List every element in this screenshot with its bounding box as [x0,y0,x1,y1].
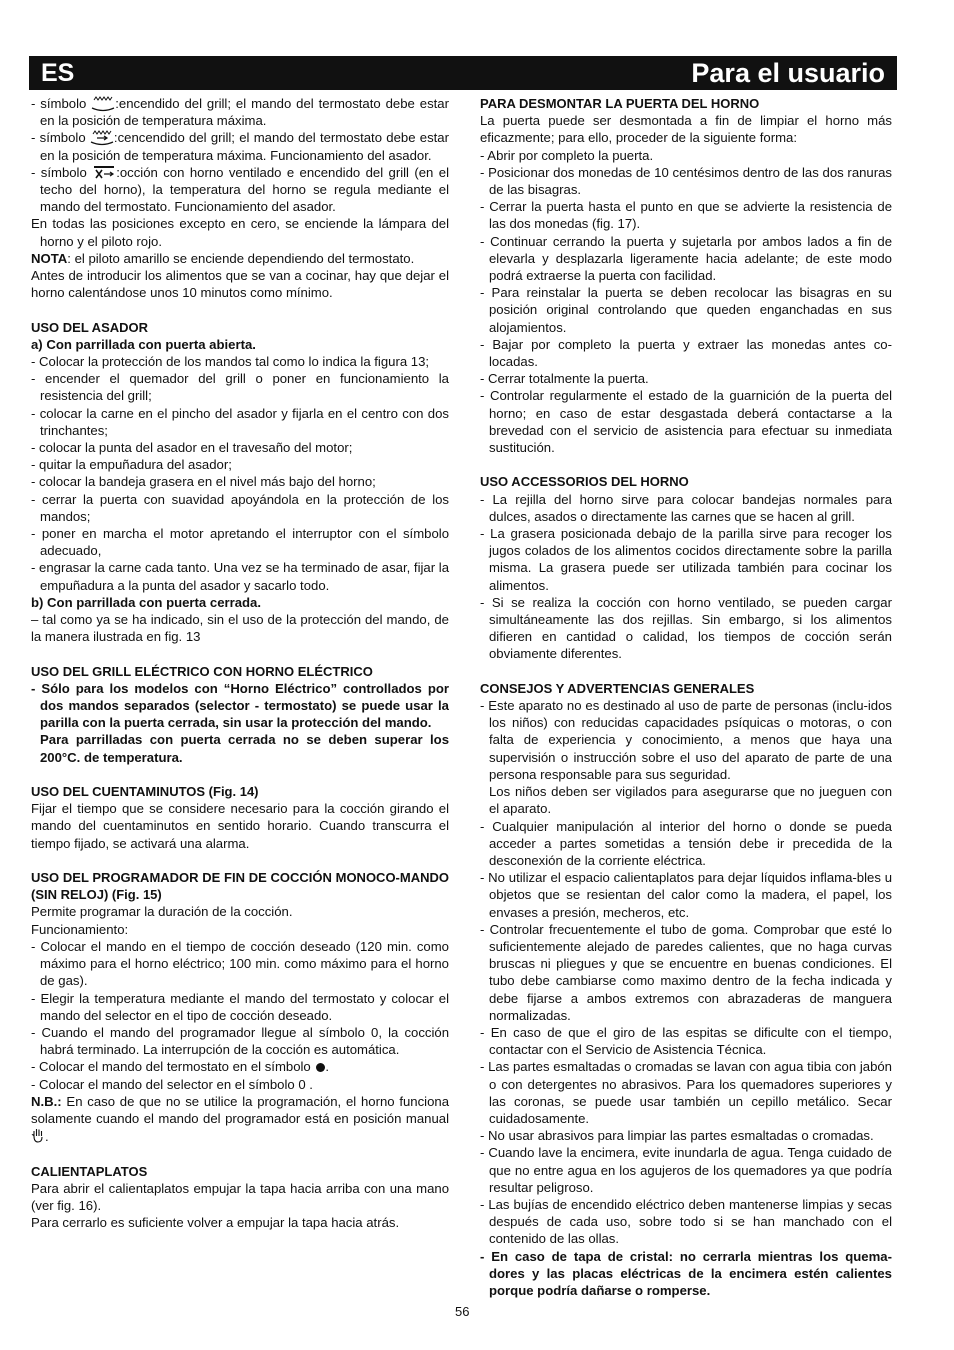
list-item: - engrasar la carne cada tanto. Una vez se ha terminado de asar, fijar la empuñadura a la punta del asador y sacarlo todo. [31,560,449,593]
section-heading-programmer: USO DEL PROGRAMADOR DE FIN DE COCCIÓN MONOCO-MANDO (SIN RELOJ) (Fig. 15) [31,870,449,903]
grill-symbol-item: - símbolo :encendido del grill; el mando del termostato debe estar en la posición de temperatura máxima. [31,96,449,129]
list-item: - quitar la empuñadura del asador; [31,457,232,473]
grill-icon [91,96,115,110]
page-title: Para el usuario [691,58,885,88]
subheading-open-door: a) Con parrillada con puerta abierta. [31,336,256,352]
list-item: - Si se realiza la cocción con horno ventilado, se pueden cargar simultáneamente las dos rejillas. Sin embargo, si los alimentos difieren en cantidad o calidad, los tiempos de cocción serán obviamente diferentes. [480,594,892,662]
list-item: - colocar la bandeja grasera en el nivel más bajo del horno; [31,474,376,490]
list-item: - Cuando lave la encimera, evite inundarla de agua. Tenga cuidado de que no entre agua en los agujeros de los quemadores ya que podría resultar peligroso. [480,1145,892,1195]
door-intro: La puerta puede ser desmontada a fin de limpiar el horno más eficazmente; para ello, proceder de la siguiente forma: [480,113,892,146]
grill-note: - Sólo para los modelos con “Horno Eléctrico” controllados por dos mandos separados (selector - termostato) se puede usar la parilla con la puerta cerrada, sin usar la protección del mando. [31,680,449,731]
programmer-operation: Funcionamiento: [31,921,129,937]
right-column [480,95,892,1299]
left-column [31,95,449,1231]
list-item: - Continuar cerrando la puerta y sujetarla por ambos lados a fin de elevarla y desplazarla ligeramente hacia adelante; de este modo podrá extraerse la puerta con facilidad. [480,233,892,284]
list-item: - La grasera posicionada debajo de la parilla sirve para recoger los jugos colados de los alimentos cocidos directamente sobre la parilla misma. La grasera puede ser utilizada también para cocinar los alimentos. [480,526,892,593]
list-item: - No utilizar el espacio calientaplatos para dejar líquidos inflama-bles u objetos que se resientan del calor como la madera, el papel, los envases a presión, mecheros, etc. [480,870,892,920]
preheat-paragraph: Antes de introducir los alimentos que se van a cocinar, hay que dejar el horno calentándose unos 10 minutos como mínimo. [31,268,449,301]
closed-door-text: – tal como ya se ha indicado, sin el uso de la protección del mando, de la manera ilustrada en fig. 13 [31,612,449,645]
list-item: - Colocar el mando del selector en el símbolo 0 . [31,1076,313,1092]
list-item: - Cuando el mando del programador llegue al símbolo 0, la cocción habrá terminado. La interrupción de la cocción es automática. [31,1024,449,1058]
section-heading-accessories: USO ACCESSORIOS DEL HORNO [480,474,689,490]
grill-temperature-note: Para parrilladas con puerta cerrada no se deben superar los 200°C. de temperatura. [40,732,449,765]
positions-note: En todas las posiciones excepto en cero, se enciende la lámpara del horno y el piloto rojo. [31,216,449,249]
warmer-open-text: Para abrir el calientaplatos empujar la tapa hacia arriba con una mano (ver fig. 16). [31,1180,449,1213]
list-item: - poner en marcha el motor apretando el interruptor con el símbolo adecuado, [31,526,449,559]
list-item: - Abrir por completo la puerta. [480,147,654,163]
fan-grill-symbol-item: - símbolo :occión con horno ventilado e encendido del grill (en el techo del horno), la temperatura del horno se regula mediante el mando del termostato. Funcionamiento del asador. [31,164,449,215]
page-header [29,56,897,90]
page-number: 56 [455,1304,470,1319]
list-item: - No usar abrasivos para limpiar las partes esmaltadas o cromadas. [480,1128,874,1144]
nota-paragraph: NOTA: el piloto amarillo se enciende dependiendo del termostato. [31,250,415,266]
dot-icon [316,1063,325,1072]
list-item: - Posicionar dos monedas de 10 centésimos dentro de las dos ranuras de las bisagras. [480,164,892,198]
list-item: - Colocar el mando del termostato en el símbolo . [31,1059,330,1075]
list-item: - cerrar la puerta con suavidad apoyándola en la protección de los mandos; [31,491,449,524]
grill-rotisserie-icon [90,130,114,144]
list-item: - Bajar por completo la puerta y extraer las monedas antes co-locadas. [480,336,892,370]
list-item: - Las bujías de encendido eléctrico deben mantenerse limpias y secas después de cada uso, sobre todo si se han manchado con el contenido de las ollas. [480,1196,892,1247]
programmer-intro: Permite programar la duración de la cocción. [31,904,293,920]
language-code: ES [41,59,75,87]
glass-lid-warning: - En caso de tapa de cristal: no cerrarla mientras los quema-dores y las placas eléctricas de la encimera estén calientes porque podría dañarse o romperse. [480,1248,892,1298]
list-item: - Colocar el mando en el tiempo de cocción deseado (120 min. como máximo para el horno eléctrico; 100 min. como máximo para el horno de gas). [31,938,449,989]
section-heading-asador: USO DEL ASADOR [31,319,149,335]
list-item: - Para reinstalar la puerta se deben recolocar las bisagras en su posición original controlando que queden enganchadas en sus alojamientos. [480,285,892,335]
fan-grill-icon [92,165,116,179]
section-heading-advice: CONSEJOS Y ADVERTENCIAS GENERALES [480,680,755,696]
list-item: - colocar la carne en el pincho del asador y fijarla en el centro con dos trinchantes; [31,405,449,438]
list-item: - Cerrar la puerta hasta el punto en que se advierte la resistencia de las dos monedas (fig. 17). [480,199,892,232]
list-item: - Cerrar totalmente la puerta. [480,371,649,387]
list-item: - Cualquier manipulación al interior del horno o donde se pueda acceder a partes sometidas a tensión debe ir precedida de la desconexión de la corriente eléctrica. [480,818,892,868]
list-item: - Las partes esmaltadas o cromadas se lavan con agua tibia con jabón o con detergentes no abrasivos. Para los quemadores superiores y las coronas, se puede usar también un cepillo metálico. Secar cuidadosamente. [480,1059,892,1126]
subheading-closed-door: b) Con parrillada con puerta cerrada. [31,594,262,610]
list-item: - Este aparato no es destinado al uso de parte de personas (inclu-idos los niños) con reducidas capacidades psíquicas o motoras, o con falta de experiencia y conocimiento, a menos que haya una supervisión o instrucción sobre el uso del aparato de parte de una persona responsable para sus seguridad. [480,698,892,782]
section-heading-door: PARA DESMONTAR LA PUERTA DEL HORNO [480,96,760,111]
manual-hand-icon [31,1127,45,1143]
list-item: - Colocar la protección de los mandos tal como lo indica la figura 13; [31,354,430,370]
list-item: - encender el quemador del grill o poner en funcionamiento la resistencia del grill; [31,371,449,404]
grill-rotisserie-symbol-item: - símbolo :cencendido del grill; el mando del termostato debe estar en la posición de temperatura máxima. Funcionamiento del asador. [31,130,449,163]
list-item: - Elegir la temperatura mediante el mando del termostato y colocar el mando del selector en el tipo de cocción deseado. [31,990,449,1023]
list-item: - Controlar frecuentemente el tubo de goma. Comprobar que esté lo suficientemente alejado de paredes calientes, que no haga curvas bruscas ni pliegues y que se encuentre en buenas condiciones. El tubo debe cambiarse como maximo dentro de la fecha indicada y debe fijarse a ambos extremos con abrazaderas de manguera normalizadas. [480,921,892,1023]
list-item: - En caso de que el giro de las espitas se dificulte con el tiempo, contactar con el Servicio de Asistencia Técnica. [480,1024,892,1058]
section-heading-timer: USO DEL CUENTAMINUTOS (Fig. 14) [31,784,259,800]
nb-paragraph: N.B.: En caso de que no se utilice la programación, el horno funciona solamente cuando el mando del programador está en posición manual . [31,1093,449,1145]
warmer-close-text: Para cerrarlo es suficiente volver a empujar la tapa hacia atrás. [31,1215,400,1231]
list-item: - Controlar regularmente el estado de la guarnición de la puerta del horno; en caso de estar desgastada deberá contactarse a la brevedad con el servicio de asistencia para efectuar su inmediata sustitución. [480,388,892,456]
timer-text: Fijar el tiempo que se considere necesario para la cocción girando el mando del cuentaminutos en sentido horario. Cuando transcurra el tiempo fijado, se activará una alarma. [31,801,449,851]
section-heading-grill: USO DEL GRILL ELÉCTRICO CON HORNO ELÉCTRICO [31,663,373,679]
section-heading-warmer: CALIENTAPLATOS [31,1163,148,1179]
list-item: - La rejilla del horno sirve para colocar bandejas normales para dulces, asados o directamente las carnes que se hacen al grill. [480,491,892,524]
children-note: Los niños deben ser vigilados para asegurarse que no jueguen con el aparato. [489,784,892,817]
list-item: - colocar la punta del asador en el travesaño del motor; [31,440,353,456]
